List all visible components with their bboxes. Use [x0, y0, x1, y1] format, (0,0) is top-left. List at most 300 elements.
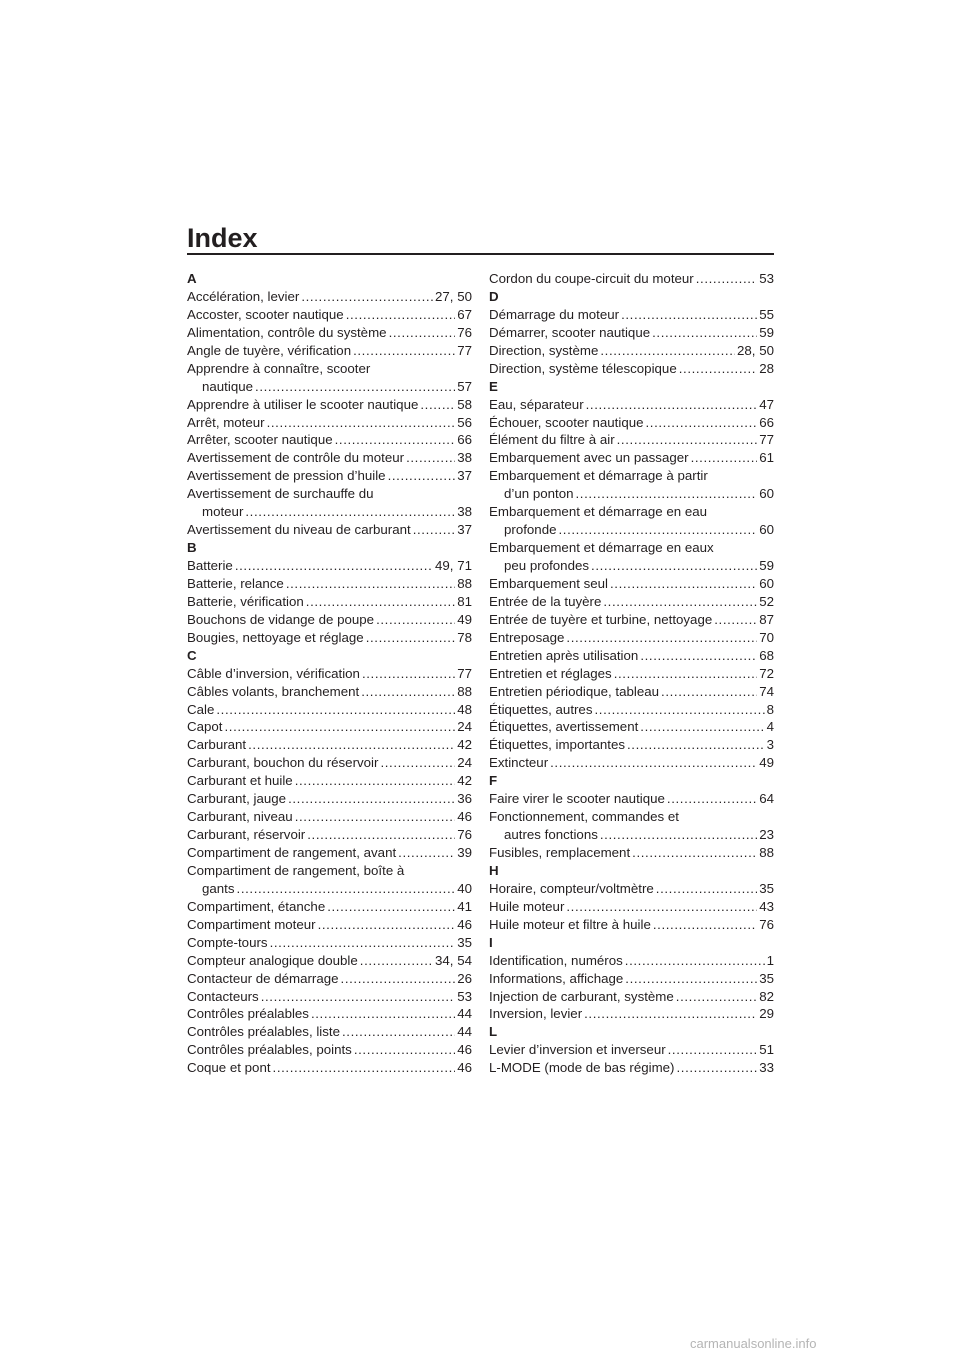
dot-leader — [318, 916, 456, 934]
index-entry-page: 23 — [759, 827, 774, 843]
index-entry-label: Entretien et réglages — [489, 665, 612, 681]
index-entry-page: 36 — [457, 791, 472, 807]
index-entry-label: Compartiment, étanche — [187, 898, 326, 914]
index-entry-page: 52 — [759, 593, 774, 609]
index-entry-label: Coque et pont — [187, 1060, 271, 1076]
index-letter-heading: B — [187, 540, 197, 556]
index-entry — [187, 1005, 472, 1023]
index-entry-label: Carburant et huile — [187, 773, 293, 789]
index-entry — [489, 342, 774, 360]
index-entry-page: 88 — [457, 683, 472, 699]
dot-leader — [346, 306, 456, 324]
dot-leader — [295, 808, 456, 826]
index-entry-label: Contrôles préalables — [187, 1006, 309, 1022]
index-entry — [489, 521, 774, 539]
index-entry-page: 35 — [457, 934, 472, 950]
index-entry-page: 77 — [457, 342, 472, 358]
index-entry — [489, 665, 774, 683]
index-entry — [489, 306, 774, 324]
index-entry-label: Direction, système — [489, 342, 599, 358]
index-entry-label: Bouchons de vidange de poupe — [187, 611, 375, 627]
dot-leader — [255, 378, 455, 396]
dot-leader — [559, 521, 758, 539]
dot-leader — [576, 485, 758, 503]
page-title: Index — [187, 223, 258, 253]
index-entry-page: 59 — [759, 324, 774, 340]
dot-leader — [676, 1059, 757, 1077]
index-entry-page: 88 — [759, 845, 774, 860]
index-entry — [187, 665, 472, 683]
watermark-text: carmanualsonline.info — [690, 1336, 817, 1351]
dot-leader — [640, 718, 764, 736]
dot-leader — [591, 557, 757, 575]
index-entry — [489, 270, 774, 288]
index-entry — [489, 701, 774, 719]
index-entry-page: 57 — [457, 378, 472, 394]
index-letter-heading: A — [187, 271, 197, 286]
index-entry-page: 74 — [759, 683, 774, 699]
index-entry-label: Entreposage — [489, 629, 565, 645]
index-entry-page: 43 — [759, 898, 774, 914]
dot-leader — [584, 1005, 757, 1023]
index-entry — [187, 396, 472, 414]
index-entry-label: Huile moteur — [489, 898, 565, 914]
index-entry-page: 58 — [457, 396, 472, 412]
index-entry-label: Carburant, bouchon du réservoir — [187, 755, 379, 771]
index-entry-page: 44 — [457, 1024, 472, 1040]
index-entry-label: gants — [202, 880, 235, 896]
dot-leader — [341, 970, 456, 988]
index-entry-page: 38 — [457, 450, 472, 466]
index-entry — [187, 324, 472, 342]
index-entry-label: L-MODE (mode de bas régime) — [489, 1060, 675, 1076]
index-entry — [187, 916, 472, 934]
index-letter-heading: L — [489, 1024, 498, 1040]
dot-leader — [691, 449, 758, 467]
index-entry-page: 77 — [759, 432, 774, 448]
index-entry-page: 40 — [457, 880, 472, 896]
index-entry — [187, 898, 472, 916]
index-entry-page: 67 — [457, 306, 472, 322]
index-entry — [489, 414, 774, 432]
dot-leader — [267, 414, 456, 432]
index-entry-page: 64 — [759, 791, 774, 807]
index-entry-text: Embarquement et démarrage en eaux — [489, 540, 714, 556]
index-entry-label: Injection de carburant, système — [489, 988, 674, 1004]
index-entry — [187, 1041, 472, 1059]
index-entry-page: 26 — [457, 970, 472, 986]
index-entry — [187, 808, 472, 826]
dot-leader — [216, 701, 455, 719]
index-entry-label: Inversion, levier — [489, 1006, 583, 1022]
index-entry-page: 60 — [759, 486, 774, 502]
index-entry-page: 46 — [457, 1060, 472, 1076]
index-entry — [489, 324, 774, 342]
index-entry — [187, 611, 472, 629]
dot-leader — [632, 844, 757, 862]
index-entry-label: Extincteur — [489, 755, 549, 771]
index-entry-label: Élément du filtre à air — [489, 432, 615, 448]
index-entry — [489, 952, 774, 970]
index-entry — [489, 575, 774, 593]
index-entry-page: 37 — [457, 522, 472, 538]
index-entry-page: 68 — [759, 647, 774, 663]
index-entry — [187, 288, 472, 306]
index-entry — [489, 898, 774, 916]
index-entry-text: Avertissement de surchauffe du — [187, 486, 374, 502]
index-entry-page: 49 — [457, 611, 472, 627]
dot-leader — [245, 503, 455, 521]
index-entry — [187, 414, 472, 432]
index-entry — [187, 521, 472, 539]
index-entry — [187, 431, 472, 449]
index-entry-label: Contacteurs — [187, 988, 259, 1004]
index-entry-page: 53 — [457, 988, 472, 1004]
index-entry — [489, 970, 774, 988]
dot-leader — [621, 306, 757, 324]
index-entry-label: Cale — [187, 701, 215, 717]
index-entry-page: 35 — [759, 970, 774, 986]
index-entry-label: Arrêter, scooter nautique — [187, 432, 333, 448]
dot-leader — [389, 324, 456, 342]
dot-leader — [235, 557, 433, 575]
dot-leader — [361, 683, 455, 701]
index-entry — [187, 701, 472, 719]
index-entry-page: 46 — [457, 916, 472, 932]
index-entry-label: Échouer, scooter nautique — [489, 414, 644, 430]
index-entry-label: Levier d’inversion et inverseur — [489, 1042, 666, 1058]
index-entry-page: 35 — [759, 880, 774, 896]
dot-leader — [366, 629, 456, 647]
dot-leader — [342, 1023, 455, 1041]
index-letter-heading: H — [489, 862, 499, 878]
index-entry-page: 49 — [759, 755, 774, 771]
index-entry — [187, 575, 472, 593]
index-entry-label: Étiquettes, avertissement — [489, 719, 639, 735]
index-entry — [187, 593, 472, 611]
index-letter-heading: I — [489, 934, 493, 950]
index-entry-label: profonde — [504, 522, 557, 538]
dot-leader — [646, 414, 758, 432]
index-entry-label: d’un ponton — [504, 486, 574, 502]
index-entry — [187, 970, 472, 988]
index-entry — [187, 378, 472, 396]
dot-leader — [614, 665, 757, 683]
index-letter-heading: D — [489, 288, 499, 304]
index-entry-label: Avertissement du niveau de carburant — [187, 522, 411, 538]
index-letter-heading: E — [489, 378, 498, 394]
index-entry — [489, 593, 774, 611]
index-column-right — [489, 270, 774, 1077]
index-entry — [489, 1041, 774, 1059]
index-entry-page: 53 — [759, 271, 774, 286]
index-entry-page: 76 — [457, 827, 472, 843]
dot-leader — [696, 270, 757, 288]
index-entry — [489, 916, 774, 934]
index-entry-page: 48 — [457, 701, 472, 717]
index-entry — [187, 880, 472, 898]
dot-leader — [261, 988, 456, 1006]
index-entry-label: Carburant, niveau — [187, 809, 293, 825]
index-entry — [187, 449, 472, 467]
dot-leader — [224, 718, 455, 736]
dot-leader — [354, 1041, 455, 1059]
index-entry-label: Câble d’inversion, vérification — [187, 665, 360, 681]
index-entry-label: Carburant — [187, 737, 247, 753]
index-entry — [187, 754, 472, 772]
dot-leader — [714, 611, 757, 629]
index-entry-label: peu profondes — [504, 558, 590, 573]
dot-leader — [550, 754, 757, 772]
index-entry-page: 24 — [457, 719, 472, 735]
index-entry-label: Contrôles préalables, points — [187, 1042, 352, 1058]
index-entry — [187, 1023, 472, 1041]
dot-leader — [586, 396, 758, 414]
dot-leader — [603, 593, 757, 611]
index-entry-page: 56 — [457, 414, 472, 430]
index-entry-page: 41 — [457, 898, 472, 914]
index-entry-page: 60 — [759, 575, 774, 591]
dot-leader — [248, 736, 455, 754]
dot-leader — [413, 521, 455, 539]
dot-leader — [668, 1041, 758, 1059]
dot-leader — [610, 575, 757, 593]
dot-leader — [625, 970, 757, 988]
index-entry-page: 55 — [759, 306, 774, 322]
title-rule — [187, 253, 774, 255]
index-entry-label: Compteur analogique double — [187, 952, 358, 968]
index-entry-page: 66 — [457, 432, 472, 448]
index-entry — [489, 790, 774, 808]
dot-leader — [625, 952, 765, 970]
index-entry-page: 70 — [759, 629, 774, 645]
index-entry-label: Embarquement seul — [489, 575, 608, 591]
dot-leader — [360, 952, 433, 970]
index-entry — [187, 467, 472, 485]
index-entry-label: Alimentation, contrôle du système — [187, 324, 387, 340]
index-entry-page: 42 — [457, 773, 472, 789]
index-entry-label: Faire virer le scooter nautique — [489, 791, 665, 807]
index-entry-label: Eau, séparateur — [489, 396, 584, 412]
index-entry — [489, 629, 774, 647]
index-entry-page: 4 — [766, 719, 774, 735]
index-entry — [187, 629, 472, 647]
index-entry-text: Embarquement et démarrage en eau — [489, 504, 708, 520]
index-entry — [187, 1059, 472, 1077]
index-entry-label: moteur — [202, 504, 244, 520]
dot-leader — [679, 360, 757, 378]
index-entry — [187, 826, 472, 844]
index-entry-label: Contrôles préalables, liste — [187, 1024, 340, 1040]
index-entry-label: Apprendre à utiliser le scooter nautique — [187, 396, 419, 412]
index-entry — [187, 952, 472, 970]
index-entry-page: 42 — [457, 737, 472, 753]
index-entry-page: 76 — [457, 324, 472, 340]
dot-leader — [406, 449, 455, 467]
index-entry-label: Fusibles, remplacement — [489, 845, 631, 860]
dot-leader — [376, 611, 455, 629]
dot-leader — [295, 772, 456, 790]
dot-leader — [288, 790, 455, 808]
index-entry — [187, 683, 472, 701]
index-entry-page: 44 — [457, 1006, 472, 1022]
dot-leader — [335, 431, 456, 449]
dot-leader — [653, 916, 757, 934]
index-entry-label: Carburant, jauge — [187, 791, 287, 807]
index-entry-label: autres fonctions — [504, 827, 598, 843]
dot-leader — [380, 754, 455, 772]
index-entry-page: 88 — [457, 575, 472, 591]
index-entry — [489, 826, 774, 844]
index-entry-page: 76 — [759, 916, 774, 932]
index-entry-label: Compte-tours — [187, 934, 268, 950]
index-entry — [187, 736, 472, 754]
index-entry-label: Contacteur de démarrage — [187, 970, 339, 986]
dot-leader — [566, 629, 757, 647]
dot-leader — [652, 324, 757, 342]
dot-leader — [306, 593, 455, 611]
index-entry-label: Étiquettes, importantes — [489, 737, 625, 753]
index-entry — [489, 396, 774, 414]
index-entry-page: 77 — [457, 665, 472, 681]
index-entry — [489, 1005, 774, 1023]
index-entry-text: Fonctionnement, commandes et — [489, 809, 679, 825]
index-entry-page: 46 — [457, 1042, 472, 1058]
index-entry-page: 33 — [759, 1060, 774, 1076]
index-entry-label: Carburant, réservoir — [187, 827, 306, 843]
index-entry — [187, 772, 472, 790]
index-entry-page: 87 — [759, 611, 774, 627]
index-entry-label: Étiquettes, autres — [489, 701, 593, 717]
index-entry — [489, 431, 774, 449]
index-entry-page: 28, 50 — [737, 342, 774, 358]
index-entry — [489, 485, 774, 503]
index-entry-page: 27, 50 — [435, 288, 472, 304]
index-entry — [187, 503, 472, 521]
index-entry-label: Compartiment de rangement, avant — [187, 845, 397, 860]
index-entry — [489, 360, 774, 378]
index-entry-label: Informations, affichage — [489, 970, 624, 986]
index-entry — [489, 880, 774, 898]
index-entry-label: Entretien périodique, tableau — [489, 683, 660, 699]
dot-leader — [327, 898, 455, 916]
index-entry-label: Entrée de la tuyère — [489, 593, 602, 609]
index-entry-page: 24 — [457, 755, 472, 771]
index-entry-page: 78 — [457, 629, 472, 645]
index-entry — [489, 449, 774, 467]
dot-leader — [301, 288, 433, 306]
index-entry-text: Compartiment de rangement, boîte à — [187, 862, 405, 878]
index-entry-page: 59 — [759, 558, 774, 573]
index-entry — [489, 683, 774, 701]
dot-leader — [311, 1005, 455, 1023]
index-entry-label: Avertissement de pression d’huile — [187, 468, 386, 484]
index-entry-label: Accoster, scooter nautique — [187, 306, 344, 322]
index-entry-label: Câbles volants, branchement — [187, 683, 360, 699]
index-entry-page: 3 — [766, 737, 774, 753]
index-entry-label: Embarquement avec un passager — [489, 450, 689, 466]
index-entry — [489, 844, 774, 862]
index-entry — [187, 790, 472, 808]
dot-leader — [307, 826, 455, 844]
index-entry — [187, 306, 472, 324]
index-entry — [489, 611, 774, 629]
index-entry-page: 51 — [759, 1042, 774, 1058]
index-entry-label: Batterie — [187, 558, 233, 573]
index-entry-label: Angle de tuyère, vérification — [187, 342, 352, 358]
index-entry-page: 60 — [759, 522, 774, 538]
index-column-left — [187, 270, 472, 1077]
index-entry-label: Arrêt, moteur — [187, 414, 265, 430]
index-entry-page: 8 — [766, 701, 774, 717]
index-entry-label: Horaire, compteur/voltmètre — [489, 880, 654, 896]
index-entry-text: Embarquement et démarrage à partir — [489, 468, 708, 484]
dot-leader — [273, 1059, 456, 1077]
index-entry-label: Capot — [187, 719, 223, 735]
index-entry-label: Bougies, nettoyage et réglage — [187, 629, 364, 645]
dot-leader — [661, 683, 757, 701]
dot-leader — [600, 826, 757, 844]
index-entry — [187, 718, 472, 736]
index-entry — [187, 844, 472, 862]
dot-leader — [270, 934, 456, 952]
index-entry-label: Entretien après utilisation — [489, 647, 639, 663]
index-entry-text: Apprendre à connaître, scooter — [187, 360, 371, 376]
index-entry — [187, 988, 472, 1006]
index-entry — [489, 736, 774, 754]
index-entry-page: 37 — [457, 468, 472, 484]
index-entry-label: Avertissement de contrôle du moteur — [187, 450, 405, 466]
index-entry-label: Identification, numéros — [489, 952, 623, 968]
dot-leader — [640, 647, 757, 665]
dot-leader — [286, 575, 455, 593]
index-entry-page: 38 — [457, 504, 472, 520]
index-entry-label: Cordon du coupe-circuit du moteur — [489, 271, 694, 286]
dot-leader — [627, 736, 765, 754]
index-entry — [489, 1059, 774, 1077]
index-entry-page: 82 — [759, 988, 774, 1004]
index-entry-label: Démarrage du moteur — [489, 306, 620, 322]
index-entry — [489, 718, 774, 736]
dot-leader — [600, 342, 735, 360]
index-entry-label: Démarrer, scooter nautique — [489, 324, 651, 340]
index-entry-page: 28 — [759, 360, 774, 376]
index-entry-label: Huile moteur et filtre à huile — [489, 916, 651, 932]
index-entry-page: 47 — [759, 396, 774, 412]
dot-leader — [667, 790, 757, 808]
index-entry — [489, 988, 774, 1006]
index-entry — [187, 342, 472, 360]
dot-leader — [362, 665, 455, 683]
index-entry-page: 39 — [457, 845, 472, 860]
index-entry — [489, 647, 774, 665]
dot-leader — [656, 880, 757, 898]
index-entry-page: 34, 54 — [435, 952, 472, 968]
index-entry-page: 46 — [457, 809, 472, 825]
dot-leader — [388, 467, 456, 485]
dot-leader — [353, 342, 455, 360]
dot-leader — [420, 396, 455, 414]
index-entry — [187, 557, 472, 575]
index-letter-heading: F — [489, 773, 498, 789]
index-entry-page: 66 — [759, 414, 774, 430]
index-entry-page: 1 — [766, 952, 774, 968]
index-entry-page: 72 — [759, 665, 774, 681]
dot-leader — [566, 898, 757, 916]
index-entry-label: Batterie, relance — [187, 575, 284, 591]
index-entry-label: Batterie, vérification — [187, 593, 304, 609]
index-entry — [489, 754, 774, 772]
